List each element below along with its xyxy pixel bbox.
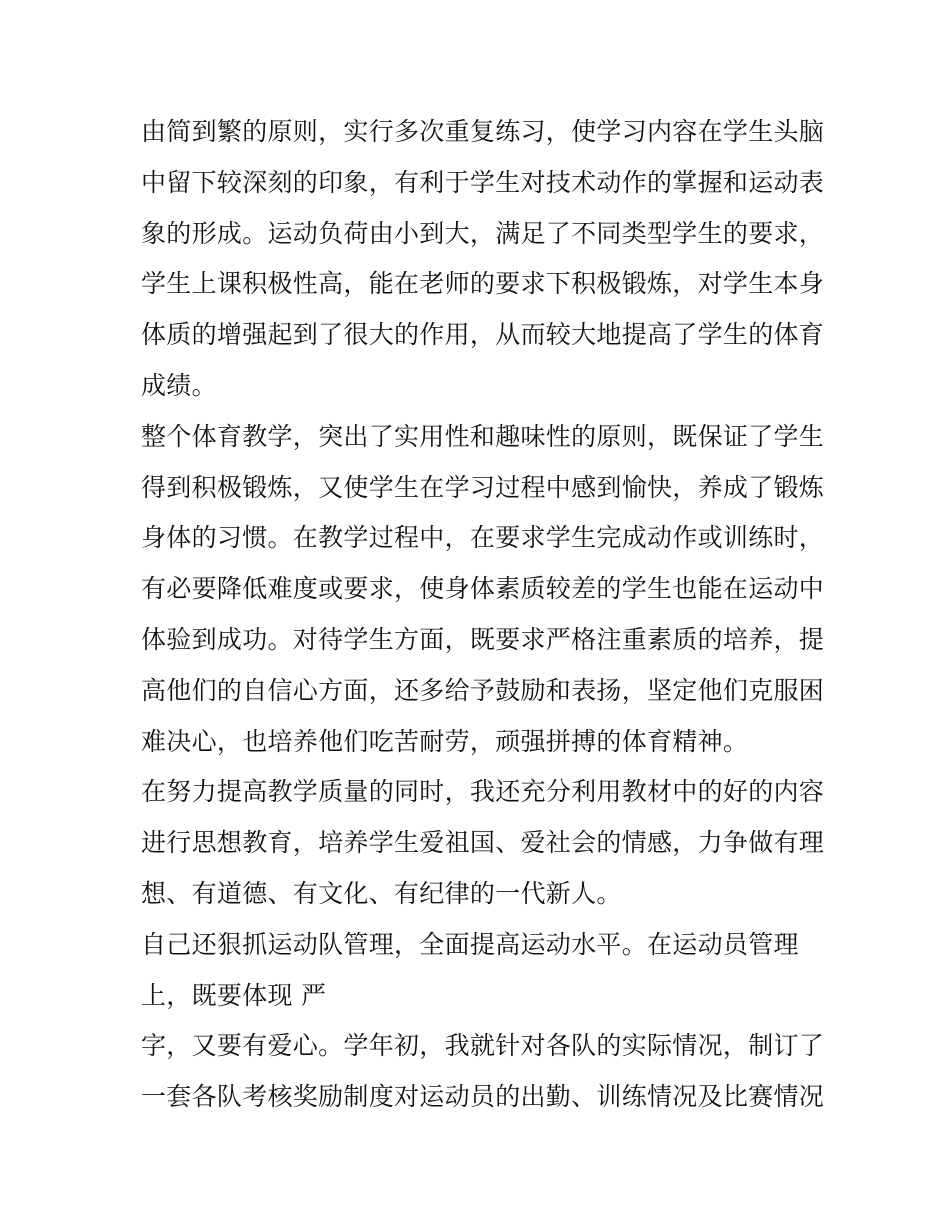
text-line-16: 想、有道德、有文化、有纪律的一代新人。 [141, 878, 622, 908]
text-line-3: 象的形成。运动负荷由小到大，满足了不同类型学生的要求， [141, 218, 825, 248]
text-line-7: 整个体育教学，突出了实用性和趣味性的原则，既保证了学生 [141, 421, 825, 451]
text-line-13: 难决心，也培养他们吃苦耐劳，顽强拼搏的体育精神。 [141, 726, 749, 756]
text-line-14: 在努力提高教学质量的同时，我还充分利用教材中的好的内容 [141, 777, 825, 807]
text-line-20: 一套各队考核奖励制度对运动员的出勤、训练情况及比赛情况 [141, 1082, 825, 1112]
text-line-17: 自己还狠抓运动队管理，全面提高运动水平。在运动员管理 [141, 929, 799, 959]
text-line-9: 身体的习惯。在教学过程中，在要求学生完成动作或训练时， [141, 523, 825, 553]
text-line-18: 上，既要体现 严 [141, 980, 327, 1010]
text-line-1: 由简到繁的原则，实行多次重复练习，使学习内容在学生头脑 [141, 117, 825, 146]
text-line-5: 体质的增强起到了很大的作用，从而较大地提高了学生的体育 [141, 320, 825, 350]
text-line-2: 中留下较深刻的印象，有利于学生对技术动作的掌握和运动表 [141, 167, 825, 197]
text-line-19: 字，又要有爱心。学年初，我就针对各队的实际情况，制订了 [141, 1031, 825, 1061]
document-body [141, 107, 825, 1123]
text-line-10: 有必要降低难度或要求，使身体素质较差的学生也能在运动中 [141, 574, 825, 604]
text-line-15: 进行思想教育，培养学生爱祖国、爱社会的情感，力争做有理 [141, 828, 825, 858]
text-line-8: 得到积极锻炼，又使学生在学习过程中感到愉快，养成了锻炼 [141, 472, 825, 502]
text-line-4: 学生上课积极性高，能在老师的要求下积极锻炼，对学生本身 [141, 269, 825, 299]
text-line-12: 高他们的自信心方面，还多给予鼓励和表扬，坚定他们克服困 [141, 675, 825, 705]
text-line-6: 成绩。 [141, 370, 217, 400]
text-line-11: 体验到成功。对待学生方面，既要求严格注重素质的培养，提 [141, 624, 825, 654]
